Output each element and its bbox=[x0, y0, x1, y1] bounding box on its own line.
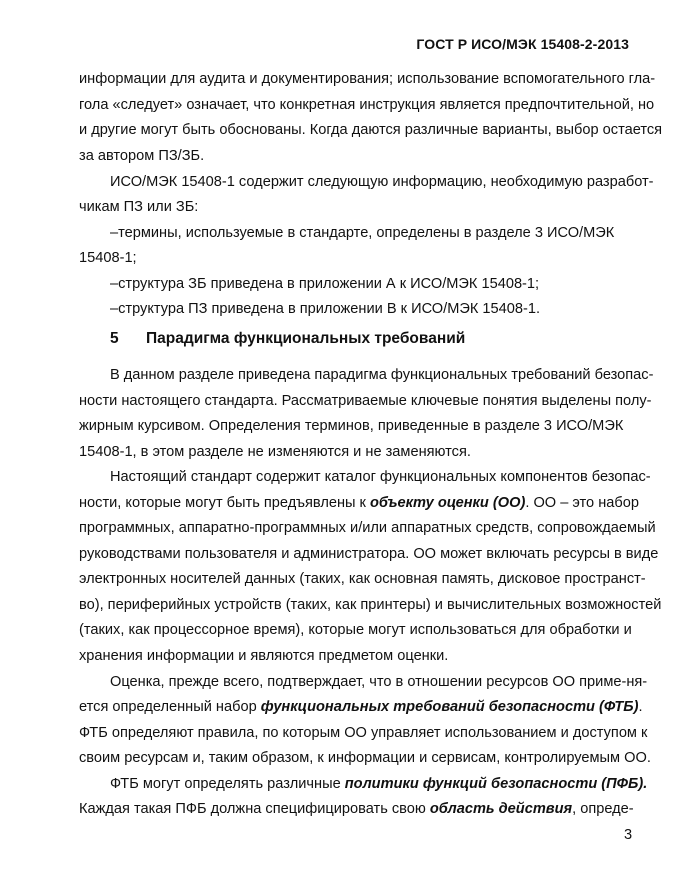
p4-line-2-text-b: . ОО – это набор bbox=[525, 495, 639, 511]
p3-line-2: ности настоящего стандарта. Рассматриваемые ключевые понятия выделены полу- bbox=[79, 393, 652, 409]
p3-line-4: 15408-1, в этом разделе не изменяются и не заменяются. bbox=[79, 444, 471, 460]
p4-line-5: электронных носителей данных (таких, как основная память, дисковое пространст- bbox=[79, 571, 646, 587]
p5-line-3: ФТБ определяют правила, по которым ОО управляет использованием и доступом к bbox=[79, 725, 648, 741]
page-number: 3 bbox=[624, 827, 633, 843]
p4-line-8: хранения информации и являются предметом оценки. bbox=[79, 648, 449, 664]
p4-line-2 bbox=[79, 493, 639, 513]
p3-line-3: жирным курсивом. Определения терминов, приведенные в разделе 3 ИСО/МЭК bbox=[79, 418, 624, 434]
section-number: 5 bbox=[110, 330, 119, 347]
p5-line-2 bbox=[79, 697, 643, 717]
p4-line-7: (таких, как процессорное время), которые могут использоваться для обработки и bbox=[79, 622, 632, 638]
p2-line-1: ИСО/МЭК 15408-1 содержит следующую информацию, необходимую разработ- bbox=[110, 174, 654, 190]
p6-line-2-text-a: Каждая такая ПФБ должна специфицировать свою bbox=[79, 801, 430, 817]
p6-line-1 bbox=[110, 774, 648, 794]
list-item-2: –структура ЗБ приведена в приложении А к ИСО/МЭК 15408-1; bbox=[110, 276, 540, 292]
p5-line-2-text-b: . bbox=[638, 699, 643, 715]
term-toe: объекту оценки (ОО) bbox=[370, 495, 526, 511]
p5-line-1: Оценка, прежде всего, подтверждает, что в отношении ресурсов ОО приме-ня- bbox=[110, 674, 648, 690]
p4-line-1: Настоящий стандарт содержит каталог функциональных компонентов безопас- bbox=[110, 469, 651, 485]
p5-line-2-text-a: ется определенный набор bbox=[79, 699, 261, 715]
p3-line-1: В данном разделе приведена парадигма функциональных требований безопас- bbox=[110, 367, 654, 383]
p1-line-4: за автором ПЗ/ЗБ. bbox=[79, 148, 205, 164]
p2-line-2: чикам ПЗ или ЗБ: bbox=[79, 199, 199, 215]
p4-line-3: программных, аппаратно-программных и/или аппаратных средств, сопровождаемый bbox=[79, 520, 656, 536]
p6-line-2 bbox=[79, 799, 634, 819]
list-item-3: –структура ПЗ приведена в приложении В к ИСО/МЭК 15408-1. bbox=[110, 301, 541, 317]
p1-line-3: и другие могут быть обоснованы. Когда даются различные варианты, выбор остается bbox=[79, 122, 663, 138]
section-title: Парадигма функциональных требований bbox=[146, 330, 466, 347]
term-sfr: функциональных требований безопасности (ФТБ) bbox=[260, 699, 639, 715]
p6-line-1-text-a: ФТБ могут определять различные bbox=[110, 776, 345, 792]
p1-line-1: информации для аудита и документирования; использование вспомогательного гла- bbox=[79, 71, 656, 87]
term-sfp: политики функций безопасности (ПФБ). bbox=[344, 776, 648, 792]
p1-line-2: гола «следует» означает, что конкретная инструкция является предпочтительной, но bbox=[79, 97, 655, 113]
p6-line-2-text-b: , опреде- bbox=[572, 801, 634, 817]
p5-line-4: своим ресурсам и, таким образом, к информации и сервисам, контролируемым ОО. bbox=[79, 750, 651, 766]
p4-line-4: руководствами пользователя и администратора. ОО может включать ресурсы в виде bbox=[79, 546, 659, 562]
p4-line-6: во), периферийных устройств (таких, как принтеры) и вычислительных возможностей bbox=[79, 597, 662, 613]
list-item-1-line-2: 15408-1; bbox=[79, 250, 137, 266]
term-scope: область действия bbox=[429, 801, 573, 817]
document-header: ГОСТ Р ИСО/МЭК 15408-2-2013 bbox=[416, 36, 629, 52]
list-item-1-line-1: –термины, используемые в стандарте, определены в разделе 3 ИСО/МЭК bbox=[110, 225, 615, 241]
p4-line-2-text-a: ности, которые могут быть предъявлены к bbox=[79, 495, 370, 511]
